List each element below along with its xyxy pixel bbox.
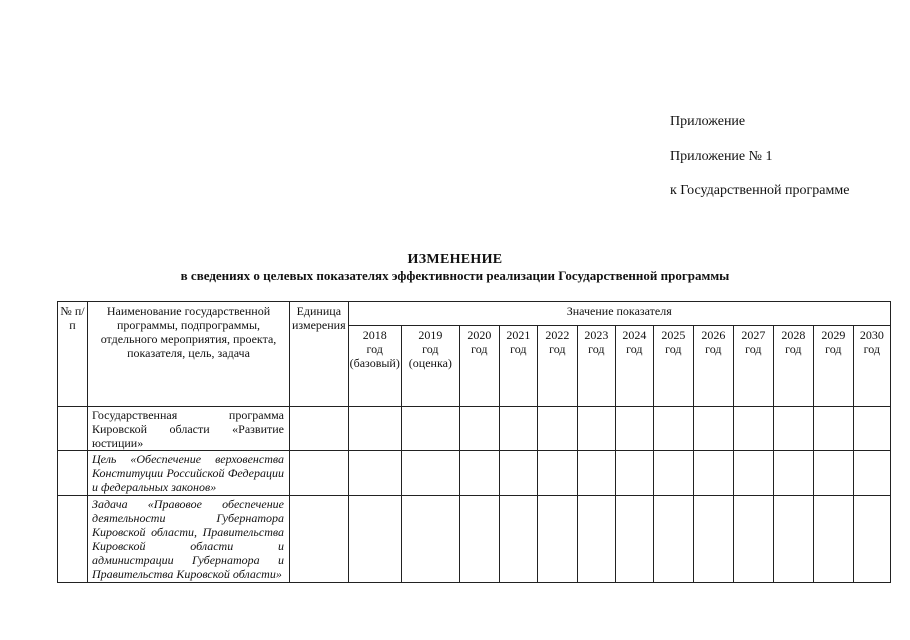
value-cell-2025	[653, 407, 693, 451]
value-cell-2020	[459, 451, 499, 496]
year-value: 2029	[821, 328, 846, 342]
value-cell-2018	[348, 496, 401, 583]
year-value: 2030	[859, 328, 884, 342]
year-header-2019	[401, 326, 459, 407]
value-cell-2028	[773, 451, 813, 496]
document-subtitle: в сведениях о целевых показателях эффективности реализации Государственной программы	[180, 268, 730, 283]
year-note: год	[510, 342, 527, 356]
row-num-cell	[58, 407, 88, 451]
value-cell-2020	[459, 496, 499, 583]
appendix-label: Приложение	[670, 114, 746, 129]
year-header-2023	[577, 326, 615, 407]
value-cell-2021	[499, 451, 537, 496]
value-cell-2029	[813, 451, 853, 496]
year-note: год	[588, 342, 605, 356]
row-name-cell: Задача «Правовое обеспечение деятельности Губернатора Кировской области, Правительства Кировской области и администрации Губернатора и Правительства Кировской области»	[88, 496, 290, 583]
value-cell-2020	[459, 407, 499, 451]
value-cell-2026	[693, 407, 733, 451]
value-cell-2030	[853, 451, 890, 496]
value-cell-2021	[499, 407, 537, 451]
value-cell-2024	[615, 496, 653, 583]
header-name: Наименование государственной программы, подпрограммы, отдельного мероприятия, проекта, показателя, цель, задача	[88, 302, 290, 407]
row-unit-cell	[290, 451, 349, 496]
value-cell-2019	[401, 451, 459, 496]
row-num-cell	[58, 451, 88, 496]
year-header-2020	[459, 326, 499, 407]
year-value: 2022	[545, 328, 570, 342]
value-cell-2022	[537, 407, 577, 451]
year-header-2028	[773, 326, 813, 407]
year-note: год	[705, 342, 722, 356]
value-cell-2028	[773, 496, 813, 583]
value-cell-2022	[537, 451, 577, 496]
table-row	[58, 407, 891, 451]
row-name-cell: Цель «Обеспечение верховенства Конституции Российской Федерации и федеральных законов»	[88, 451, 290, 496]
value-cell-2023	[577, 451, 615, 496]
year-header-2022	[537, 326, 577, 407]
year-header-2018	[348, 326, 401, 407]
value-cell-2018	[348, 451, 401, 496]
appendix-reference: к Государственной программе	[670, 183, 850, 198]
year-note: год	[863, 342, 881, 356]
value-cell-2027	[733, 407, 773, 451]
year-note: год	[785, 342, 802, 356]
year-value: 2018	[362, 328, 387, 342]
year-header-2026	[693, 326, 733, 407]
header-value: Значение показателя	[348, 302, 890, 326]
value-cell-2023	[577, 496, 615, 583]
year-note: год	[471, 342, 488, 356]
year-header-2027	[733, 326, 773, 407]
table-row	[58, 451, 891, 496]
year-value: 2027	[741, 328, 766, 342]
value-cell-2030	[853, 496, 890, 583]
value-cell-2027	[733, 451, 773, 496]
year-note: год	[549, 342, 566, 356]
indicators-table	[57, 301, 891, 583]
year-value: 2028	[781, 328, 806, 342]
value-cell-2025	[653, 451, 693, 496]
value-cell-2021	[499, 496, 537, 583]
value-cell-2018	[348, 407, 401, 451]
year-header-2025	[653, 326, 693, 407]
value-cell-2026	[693, 496, 733, 583]
value-cell-2019	[401, 407, 459, 451]
year-value: 2023	[584, 328, 609, 342]
value-cell-2025	[653, 496, 693, 583]
year-note: год	[825, 342, 842, 356]
year-value: 2025	[661, 328, 686, 342]
value-cell-2023	[577, 407, 615, 451]
row-name-cell: Государственная программа Кировской области «Развитие юстиции»	[88, 407, 290, 451]
header-unit: Единица измерения	[290, 302, 349, 407]
year-note: год	[626, 342, 643, 356]
value-cell-2028	[773, 407, 813, 451]
value-cell-2029	[813, 496, 853, 583]
year-header-2029	[813, 326, 853, 407]
row-unit-cell	[290, 407, 349, 451]
value-cell-2027	[733, 496, 773, 583]
year-header-2030	[853, 326, 890, 407]
row-unit-cell	[290, 496, 349, 583]
year-note: год	[745, 342, 762, 356]
table-row	[58, 496, 891, 583]
year-value: 2021	[506, 328, 531, 342]
value-cell-2026	[693, 451, 733, 496]
year-header-2021	[499, 326, 537, 407]
value-cell-2029	[813, 407, 853, 451]
header-num: № п/п	[58, 302, 88, 407]
year-note: год	[665, 342, 682, 356]
value-cell-2022	[537, 496, 577, 583]
year-header-2024	[615, 326, 653, 407]
value-cell-2030	[853, 407, 890, 451]
value-cell-2019	[401, 496, 459, 583]
year-value: 2019	[418, 328, 443, 342]
table-body	[58, 407, 891, 583]
appendix-number: Приложение № 1	[670, 149, 773, 164]
value-cell-2024	[615, 407, 653, 451]
value-cell-2024	[615, 451, 653, 496]
year-value: 2026	[701, 328, 726, 342]
year-note: год (базовый)	[349, 342, 400, 370]
year-value: 2024	[622, 328, 647, 342]
year-note: год (оценка)	[408, 342, 452, 370]
row-num-cell	[58, 496, 88, 583]
year-value: 2020	[467, 328, 492, 342]
document-title: ИЗМЕНЕНИЕ	[407, 252, 503, 267]
